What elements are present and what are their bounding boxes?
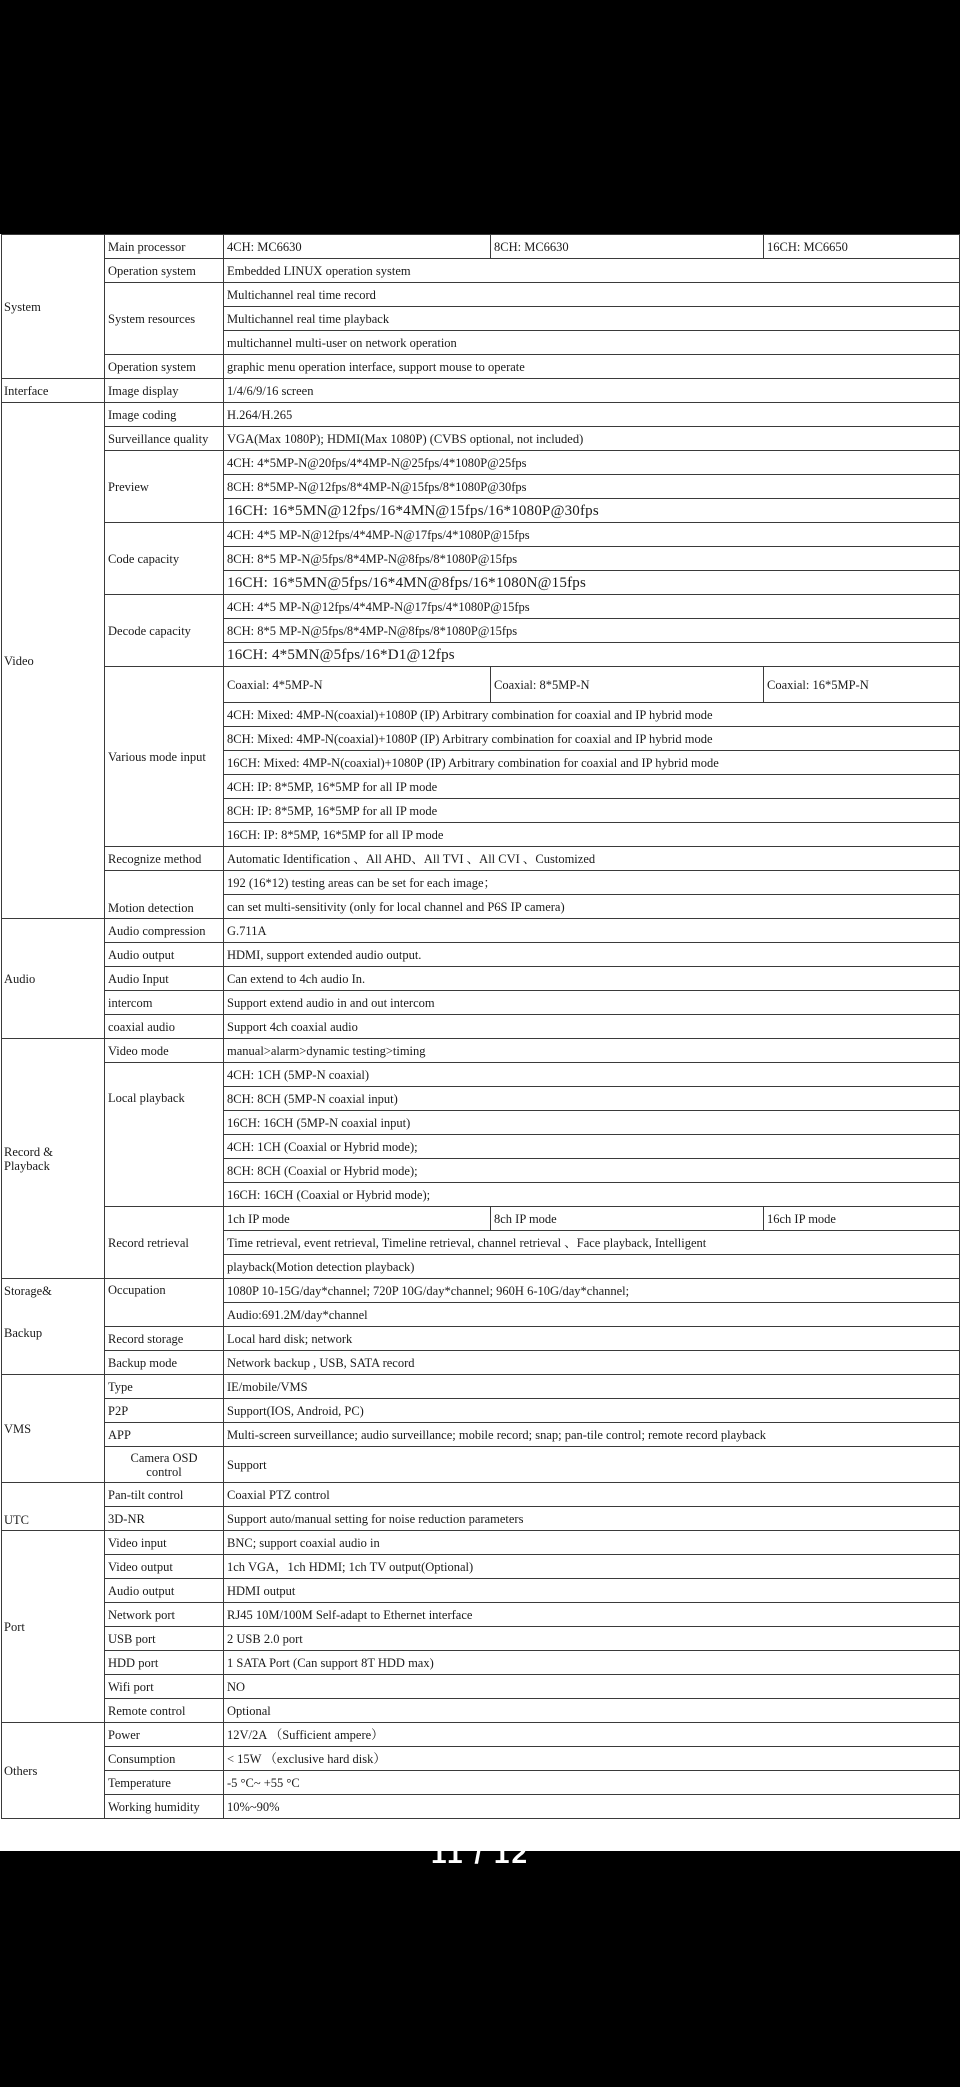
table-row xyxy=(2,1747,960,1771)
row-label: Working humidity xyxy=(105,1795,224,1819)
table-row xyxy=(2,991,960,1015)
table-row xyxy=(2,427,960,451)
cell-value: 8CH: Mixed: 4MP-N(coaxial)+1080P (IP) Arbitrary combination for coaxial and IP hybrid mode xyxy=(224,727,960,751)
table-row xyxy=(2,871,960,895)
row-label: Temperature xyxy=(105,1771,224,1795)
row-label: Backup mode xyxy=(105,1351,224,1375)
row-label: Video mode xyxy=(105,1039,224,1063)
category-others: Others xyxy=(2,1723,105,1819)
row-label: Preview xyxy=(105,451,224,523)
cell-value: 16CH: Mixed: 4MP-N(coaxial)+1080P (IP) Arbitrary combination for coaxial and IP hybrid mode xyxy=(224,751,960,775)
table-row xyxy=(2,1063,960,1087)
cell-value: 8CH: IP: 8*5MP, 16*5MP for all IP mode xyxy=(224,799,960,823)
table-row xyxy=(2,1675,960,1699)
row-label: Recognize method xyxy=(105,847,224,871)
row-label: Power xyxy=(105,1723,224,1747)
cell-value: Network backup , USB, SATA record xyxy=(224,1351,960,1375)
category-vms: VMS xyxy=(2,1375,105,1483)
table-row xyxy=(2,1423,960,1447)
row-label: Consumption xyxy=(105,1747,224,1771)
row-label: HDD port xyxy=(105,1651,224,1675)
table-row xyxy=(2,1627,960,1651)
row-label: Various mode input xyxy=(105,667,224,847)
cell-value: RJ45 10M/100M Self-adapt to Ethernet interface xyxy=(224,1603,960,1627)
table-row xyxy=(2,1507,960,1531)
cell-value: 4CH: 4*5 MP-N@12fps/4*4MP-N@17fps/4*1080P@15fps xyxy=(224,523,960,547)
cell-value: H.264/H.265 xyxy=(224,403,960,427)
table-row xyxy=(2,919,960,943)
category-system: System xyxy=(2,235,105,379)
spec-table xyxy=(1,234,960,1819)
cell-value: 1/4/6/9/16 screen xyxy=(224,379,960,403)
cell-value: 1 SATA Port (Can support 8T HDD max) xyxy=(224,1651,960,1675)
spec-sheet-page xyxy=(0,234,960,1851)
cell-value: Time retrieval, event retrieval, Timeline retrieval, channel retrieval 、Face playback, Intelligent xyxy=(224,1231,960,1255)
table-row xyxy=(2,1579,960,1603)
table-row xyxy=(2,1399,960,1423)
cell-value: Support(IOS, Android, PC) xyxy=(224,1399,960,1423)
category-line: Backup xyxy=(4,1326,43,1340)
row-label: Audio output xyxy=(105,1579,224,1603)
row-label: Local playback xyxy=(105,1063,224,1207)
table-row xyxy=(2,1723,960,1747)
cell-value: 8CH: 8CH (5MP-N coaxial input) xyxy=(224,1087,960,1111)
row-label: Operation system xyxy=(105,355,224,379)
category-audio: Audio xyxy=(2,919,105,1039)
table-row xyxy=(2,943,960,967)
table-row xyxy=(2,451,960,475)
row-label: Pan-tilt control xyxy=(105,1483,224,1507)
row-label: Wifi port xyxy=(105,1675,224,1699)
row-label: Occupation xyxy=(105,1279,224,1327)
row-label: intercom xyxy=(105,991,224,1015)
cell-value: Support extend audio in and out intercom xyxy=(224,991,960,1015)
cell-value: 8CH: 8*5MP-N@12fps/8*4MP-N@15fps/8*1080P@30fps xyxy=(224,475,960,499)
row-label: APP xyxy=(105,1423,224,1447)
cell-value: 16CH: 16CH (Coaxial or Hybrid mode); xyxy=(224,1183,960,1207)
table-row xyxy=(2,1327,960,1351)
table-row xyxy=(2,1015,960,1039)
cell-value: Multichannel real time playback xyxy=(224,307,960,331)
cell-value: IE/mobile/VMS xyxy=(224,1375,960,1399)
table-row xyxy=(2,1039,960,1063)
category-utc: UTC xyxy=(2,1483,105,1531)
table-row xyxy=(2,235,960,259)
row-label: P2P xyxy=(105,1399,224,1423)
cell-value: Can extend to 4ch audio In. xyxy=(224,967,960,991)
cell-value: Multi-screen surveillance; audio surveillance; mobile record; snap; pan-tile control; remote record playback xyxy=(224,1423,960,1447)
cell-value: 16CH: 16CH (5MP-N coaxial input) xyxy=(224,1111,960,1135)
cell-value: multichannel multi-user on network operation xyxy=(224,331,960,355)
row-label: Code capacity xyxy=(105,523,224,595)
cell-value: 16CH: 16*5MN@5fps/16*4MN@8fps/16*1080N@15fps xyxy=(224,571,960,595)
cell-value: Local hard disk; network xyxy=(224,1327,960,1351)
cell-value: 16ch IP mode xyxy=(764,1207,960,1231)
cell-value: 4CH: 4*5MP-N@20fps/4*4MP-N@25fps/4*1080P@25fps xyxy=(224,451,960,475)
cell-value: Multichannel real time record xyxy=(224,283,960,307)
label-line: control xyxy=(146,1464,182,1479)
row-label: Type xyxy=(105,1375,224,1399)
row-label: Image display xyxy=(105,379,224,403)
table-row xyxy=(2,1207,960,1231)
table-row xyxy=(2,595,960,619)
cell-value: 16CH: MC6650 xyxy=(764,235,960,259)
row-label: Record retrieval xyxy=(105,1207,224,1279)
cell-value: 8CH: MC6630 xyxy=(491,235,764,259)
category-line: Record & xyxy=(4,1144,53,1159)
cell-value: HDMI, support extended audio output. xyxy=(224,943,960,967)
table-row xyxy=(2,283,960,307)
row-label: Network port xyxy=(105,1603,224,1627)
table-row xyxy=(2,1351,960,1375)
category-video: Video xyxy=(2,403,105,919)
cell-value: 16CH: 16*5MN@12fps/16*4MN@15fps/16*1080P@30fps xyxy=(224,499,960,523)
row-label: Main processor xyxy=(105,235,224,259)
cell-value: Coaxial: 8*5MP-N xyxy=(491,667,764,703)
row-label: Motion detection xyxy=(105,871,224,919)
table-row xyxy=(2,967,960,991)
category-storage-backup xyxy=(2,1279,105,1375)
cell-value: 192 (16*12) testing areas can be set for each image； xyxy=(224,871,960,895)
table-row xyxy=(2,1375,960,1399)
row-label: 3D-NR xyxy=(105,1507,224,1531)
row-label: Audio compression xyxy=(105,919,224,943)
cell-value: 4CH: Mixed: 4MP-N(coaxial)+1080P (IP) Arbitrary combination for coaxial and IP hybrid mode xyxy=(224,703,960,727)
row-label: Audio output xyxy=(105,943,224,967)
cell-value: Coaxial PTZ control xyxy=(224,1483,960,1507)
table-row xyxy=(2,1651,960,1675)
table-row xyxy=(2,355,960,379)
row-label: Image coding xyxy=(105,403,224,427)
cell-value: playback(Motion detection playback) xyxy=(224,1255,960,1279)
cell-value: < 15W （exclusive hard disk） xyxy=(224,1747,960,1771)
row-label: Video output xyxy=(105,1555,224,1579)
row-label: Decode capacity xyxy=(105,595,224,667)
category-port: Port xyxy=(2,1531,105,1723)
table-row xyxy=(2,1531,960,1555)
table-row xyxy=(2,1603,960,1627)
cell-value: 4CH: IP: 8*5MP, 16*5MP for all IP mode xyxy=(224,775,960,799)
cell-value: G.711A xyxy=(224,919,960,943)
cell-value: HDMI output xyxy=(224,1579,960,1603)
cell-value: 4CH: 4*5 MP-N@12fps/4*4MP-N@17fps/4*1080P@15fps xyxy=(224,595,960,619)
cell-value: -5 °C~ +55 °C xyxy=(224,1771,960,1795)
cell-value: graphic menu operation interface, support mouse to operate xyxy=(224,355,960,379)
cell-value: Optional xyxy=(224,1699,960,1723)
cell-value: 4CH: 1CH (5MP-N coaxial) xyxy=(224,1063,960,1087)
cell-value: 8CH: 8*5 MP-N@5fps/8*4MP-N@8fps/8*1080P@15fps xyxy=(224,547,960,571)
category-line: Playback xyxy=(4,1158,50,1173)
row-label: Operation system xyxy=(105,259,224,283)
table-row xyxy=(2,523,960,547)
cell-value: 12V/2A （Sufficient ampere） xyxy=(224,1723,960,1747)
cell-value: 2 USB 2.0 port xyxy=(224,1627,960,1651)
table-row xyxy=(2,1483,960,1507)
cell-value: Coaxial: 4*5MP-N xyxy=(224,667,491,703)
cell-value: 1ch IP mode xyxy=(224,1207,491,1231)
cell-value: 4CH: MC6630 xyxy=(224,235,491,259)
table-row xyxy=(2,259,960,283)
table-row xyxy=(2,403,960,427)
table-row xyxy=(2,1795,960,1819)
category-record-playback xyxy=(2,1039,105,1279)
cell-value: Audio:691.2M/day*channel xyxy=(224,1303,960,1327)
row-label: Record storage xyxy=(105,1327,224,1351)
cell-value: Support 4ch coaxial audio xyxy=(224,1015,960,1039)
table-row xyxy=(2,1279,960,1303)
label-line: Camera OSD xyxy=(130,1450,198,1465)
cell-value: BNC; support coaxial audio in xyxy=(224,1531,960,1555)
cell-value: can set multi-sensitivity (only for local channel and P6S IP camera) xyxy=(224,895,960,919)
cell-value: NO xyxy=(224,1675,960,1699)
cell-value: 16CH: IP: 8*5MP, 16*5MP for all IP mode xyxy=(224,823,960,847)
category-line: Storage& xyxy=(4,1284,52,1298)
row-label: Video input xyxy=(105,1531,224,1555)
cell-value: 16CH: 4*5MN@5fps/16*D1@12fps xyxy=(224,643,960,667)
row-label: coaxial audio xyxy=(105,1015,224,1039)
cell-value: Coaxial: 16*5MP-N xyxy=(764,667,960,703)
cell-value: 1080P 10-15G/day*channel; 720P 10G/day*channel; 960H 6-10G/day*channel; xyxy=(224,1279,960,1303)
table-row xyxy=(2,667,960,703)
row-label: Surveillance quality xyxy=(105,427,224,451)
cell-value: 8ch IP mode xyxy=(491,1207,764,1231)
cell-value: 10%~90% xyxy=(224,1795,960,1819)
cell-value: manual>alarm>dynamic testing>timing xyxy=(224,1039,960,1063)
cell-value: 8CH: 8CH (Coaxial or Hybrid mode); xyxy=(224,1159,960,1183)
cell-value: Automatic Identification 、All AHD、All TVI 、All CVI 、Customized xyxy=(224,847,960,871)
cell-value: VGA(Max 1080P); HDMI(Max 1080P) (CVBS optional, not included) xyxy=(224,427,960,451)
cell-value: Support auto/manual setting for noise reduction parameters xyxy=(224,1507,960,1531)
cell-value: Support xyxy=(224,1447,960,1483)
cell-value: 4CH: 1CH (Coaxial or Hybrid mode); xyxy=(224,1135,960,1159)
table-row xyxy=(2,1771,960,1795)
table-row xyxy=(2,1447,960,1483)
table-row xyxy=(2,379,960,403)
cell-value: Embedded LINUX operation system xyxy=(224,259,960,283)
table-row xyxy=(2,1699,960,1723)
cell-value: 1ch VGA，1ch HDMI; 1ch TV output(Optional) xyxy=(224,1555,960,1579)
row-label: System resources xyxy=(105,283,224,355)
cell-value: 8CH: 8*5 MP-N@5fps/8*4MP-N@8fps/8*1080P@15fps xyxy=(224,619,960,643)
table-row xyxy=(2,1555,960,1579)
category-interface: Interface xyxy=(2,379,105,403)
row-label: Audio Input xyxy=(105,967,224,991)
row-label: USB port xyxy=(105,1627,224,1651)
row-label xyxy=(105,1447,224,1483)
table-row xyxy=(2,847,960,871)
page-indicator: 11 / 12 xyxy=(430,1838,530,1869)
row-label: Remote control xyxy=(105,1699,224,1723)
